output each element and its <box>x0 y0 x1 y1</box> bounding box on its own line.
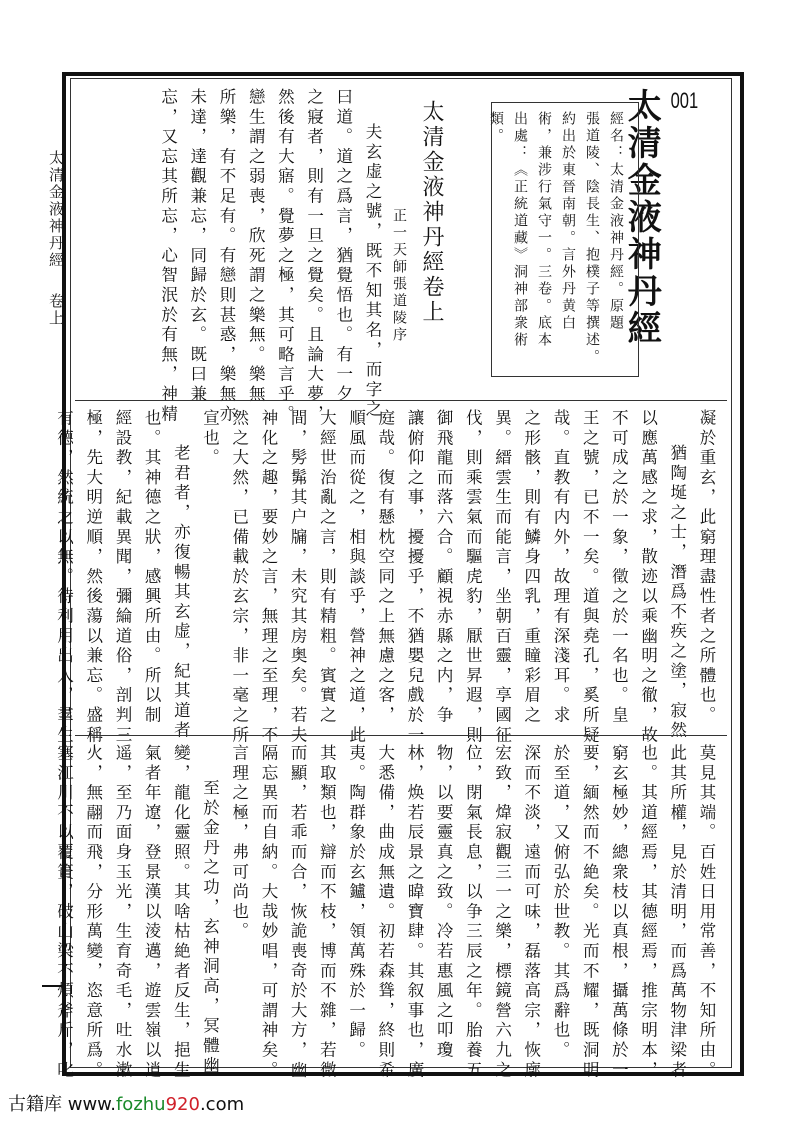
text-column: 而顯，若乖而合，恢詭喪奇於大方，幽 <box>288 744 308 1081</box>
text-column: 經設教，紀載異聞，彌綸道俗，剖判三 <box>112 409 132 746</box>
site-url[interactable]: www.fozhu920.com <box>67 1094 245 1115</box>
top-margin <box>0 0 793 70</box>
text-column: 猶陶埏之士，潛爲不疾之塗，寂然 <box>667 444 687 741</box>
text-column: 戀生謂之弱喪，欣死謂之樂無。樂無 <box>246 88 266 405</box>
text-column: 也。其道經焉，其德經焉，推宗明本， <box>638 744 658 1081</box>
text-column: 哉。直教有内外，故理有深淺耳。求 <box>550 409 570 726</box>
text-column: 夷。陶群象於玄鑪，領萬殊於一歸。 <box>346 744 366 1061</box>
text-column: 言理之極，弗可尚也。 <box>229 744 249 942</box>
bottom-text <box>49 744 721 1081</box>
text-column: 御飛龍而落六合。顧視赤縣之内，争 <box>434 409 454 726</box>
text-column: 然後有大寤。覺夢之極，其可略言乎。 <box>275 88 295 425</box>
running-head-title: 太清金液神丹經 <box>47 150 65 269</box>
text-column: 其取類也，辯而不枝，博而不雜，若微 <box>317 744 337 1081</box>
info-box <box>488 102 639 377</box>
text-column: 所樂，有不足有。有戀則甚惑，樂無亦 <box>216 88 236 425</box>
text-column: 塞江川不以覆簣，破山梁不煩斧斤，叱 <box>54 744 74 1081</box>
text-column: 於至道，又俯弘於世教。其爲辭也。 <box>550 744 570 1061</box>
text-column: 約出於東晉南朝。言外丹黄白 <box>560 111 576 332</box>
text-column: 變，龍化靈照。其啥枯絶者反生，挹生 <box>171 744 191 1081</box>
text-column: 出處：《正統道藏》洞神部衆術 <box>512 111 528 349</box>
section-middle <box>54 400 727 746</box>
text-column: 極，先大明逆順，然後蕩以兼忘。盛稱 <box>83 409 103 746</box>
text-column: 大經世治亂之言，則有精粗。賓實之 <box>317 409 337 726</box>
text-column: 窮玄極妙，總衆枝以真根，攝萬條於一 <box>609 744 629 1081</box>
watermark-footer <box>8 1090 244 1116</box>
text-column: 類。 <box>488 111 504 145</box>
text-column: 忘，又忘其所忘，心智泯於有無，神精 <box>158 88 178 425</box>
text-column: 遥，至乃面身玉光，生育奇毛，吐水漱 <box>112 744 132 1081</box>
text-column: 宣也。 <box>200 409 220 469</box>
text-column: 有德，然統之以無。待利用出入，羣生 <box>54 409 74 746</box>
section-bottom <box>54 735 727 1081</box>
text-column: 然之大然，已備載於玄宗，非一毫之所 <box>229 409 249 746</box>
text-column: 物，以要靈真之致。冷若惠風之叩瓊 <box>434 744 454 1061</box>
text-column: 讓俯仰之事，擾擾乎，不猶嬰兒戲於一 <box>404 409 424 746</box>
volume-title: 太清金液神丹經卷上 <box>419 100 444 325</box>
text-column: 氣者年遼，登景漢以淩邁，遊雲嶺以逍 <box>142 744 162 1081</box>
scripture-number: 001 <box>670 88 699 113</box>
text-column: 之形骸，則有鱗身四乳，重瞳彩眉之 <box>521 409 541 726</box>
text-column: 術，兼涉行氣守一。三卷。底本 <box>536 111 552 349</box>
section-top <box>75 80 727 425</box>
middle-text <box>49 409 721 746</box>
text-column: 未達，達觀兼忘，同歸於玄。既曰兼 <box>187 88 207 405</box>
text-column: 曰道。道之爲言，猶覺悟也。有一夕 <box>333 88 353 405</box>
text-column: 之寢者，則有一旦之覺矣。且論大夢， <box>304 88 324 425</box>
text-column: 神化之趣，要妙之言，無理之至理，不 <box>258 409 278 746</box>
text-column: 不可成之於一象，徵之於一名也。皇 <box>609 409 629 726</box>
author-line: 正一天師張道陵序 <box>391 208 407 344</box>
text-column: 以應萬感之求，散迹以乘幽明之徹，故 <box>638 409 658 746</box>
site-name: 古籍库 <box>8 1094 62 1115</box>
running-head-volume: 卷上 <box>47 293 65 327</box>
text-column: 凝於重玄，此窮理盡性者之所體也。 <box>697 409 716 726</box>
text-column: 林，焕若辰景之暐寶肆。其叙事也，廣 <box>404 744 424 1081</box>
text-column: 此其所權，見於清明，而爲萬物津梁者 <box>667 744 687 1081</box>
text-column: 間，髣髴其户牖，未究其房奥矣。若夫 <box>288 409 308 746</box>
text-column: 老君者，亦復暢其玄虚，紀其道者 <box>171 444 191 741</box>
text-column: 也。其神德之狀，感興所由。所以制 <box>142 409 162 726</box>
scripture-title: 太清金液神丹經 <box>621 88 662 347</box>
text-column: 庭哉。復有懸枕空同之上無慮之客， <box>375 409 395 726</box>
text-column: 經名：太清金液神丹經。原題 <box>608 111 624 332</box>
text-column: 要，緬然而不絶矣。光而不耀，既洞明 <box>580 744 600 1081</box>
preface-text <box>153 88 387 425</box>
text-column: 莫見其端。百姓日用常善，不知所由。 <box>697 744 716 1081</box>
text-column: 至於金丹之功，玄神洞高，冥體幽 <box>200 779 220 1076</box>
text-column: 伐，則乘雲氣而驅虎豹，厭世昇遐，則 <box>463 409 483 746</box>
text-column: 隔忘異而自納。大哉妙唱，可謂神矣。 <box>258 744 278 1081</box>
text-column: 大悉備，曲成無遺。初若森聳，終則希 <box>375 744 395 1081</box>
text-column: 異。縉雲生而能言，坐朝百靈，享國征 <box>492 409 512 746</box>
text-column: 張道陵、陰長生、抱樸子等撰述。 <box>584 111 600 366</box>
text-column: 王之號，已不一矣。道與堯孔，奚所疑 <box>580 409 600 746</box>
text-column: 深而不淡，遠而可味，磊落高宗，恢廓 <box>521 744 541 1081</box>
text-column: 位，閉氣長息，以争三辰之年。胎養五 <box>463 744 483 1081</box>
text-column: 火，無翮而飛，分形萬變，恣意所爲。 <box>83 744 103 1081</box>
text-column: 宏致，煒寂觀三一之樂，標鏡營六九之 <box>492 744 512 1081</box>
text-column: 夫玄虚之號，既不知其名，而字之 <box>363 123 382 420</box>
text-column: 順風而從之，相與談乎，營神之道，此 <box>346 409 366 746</box>
